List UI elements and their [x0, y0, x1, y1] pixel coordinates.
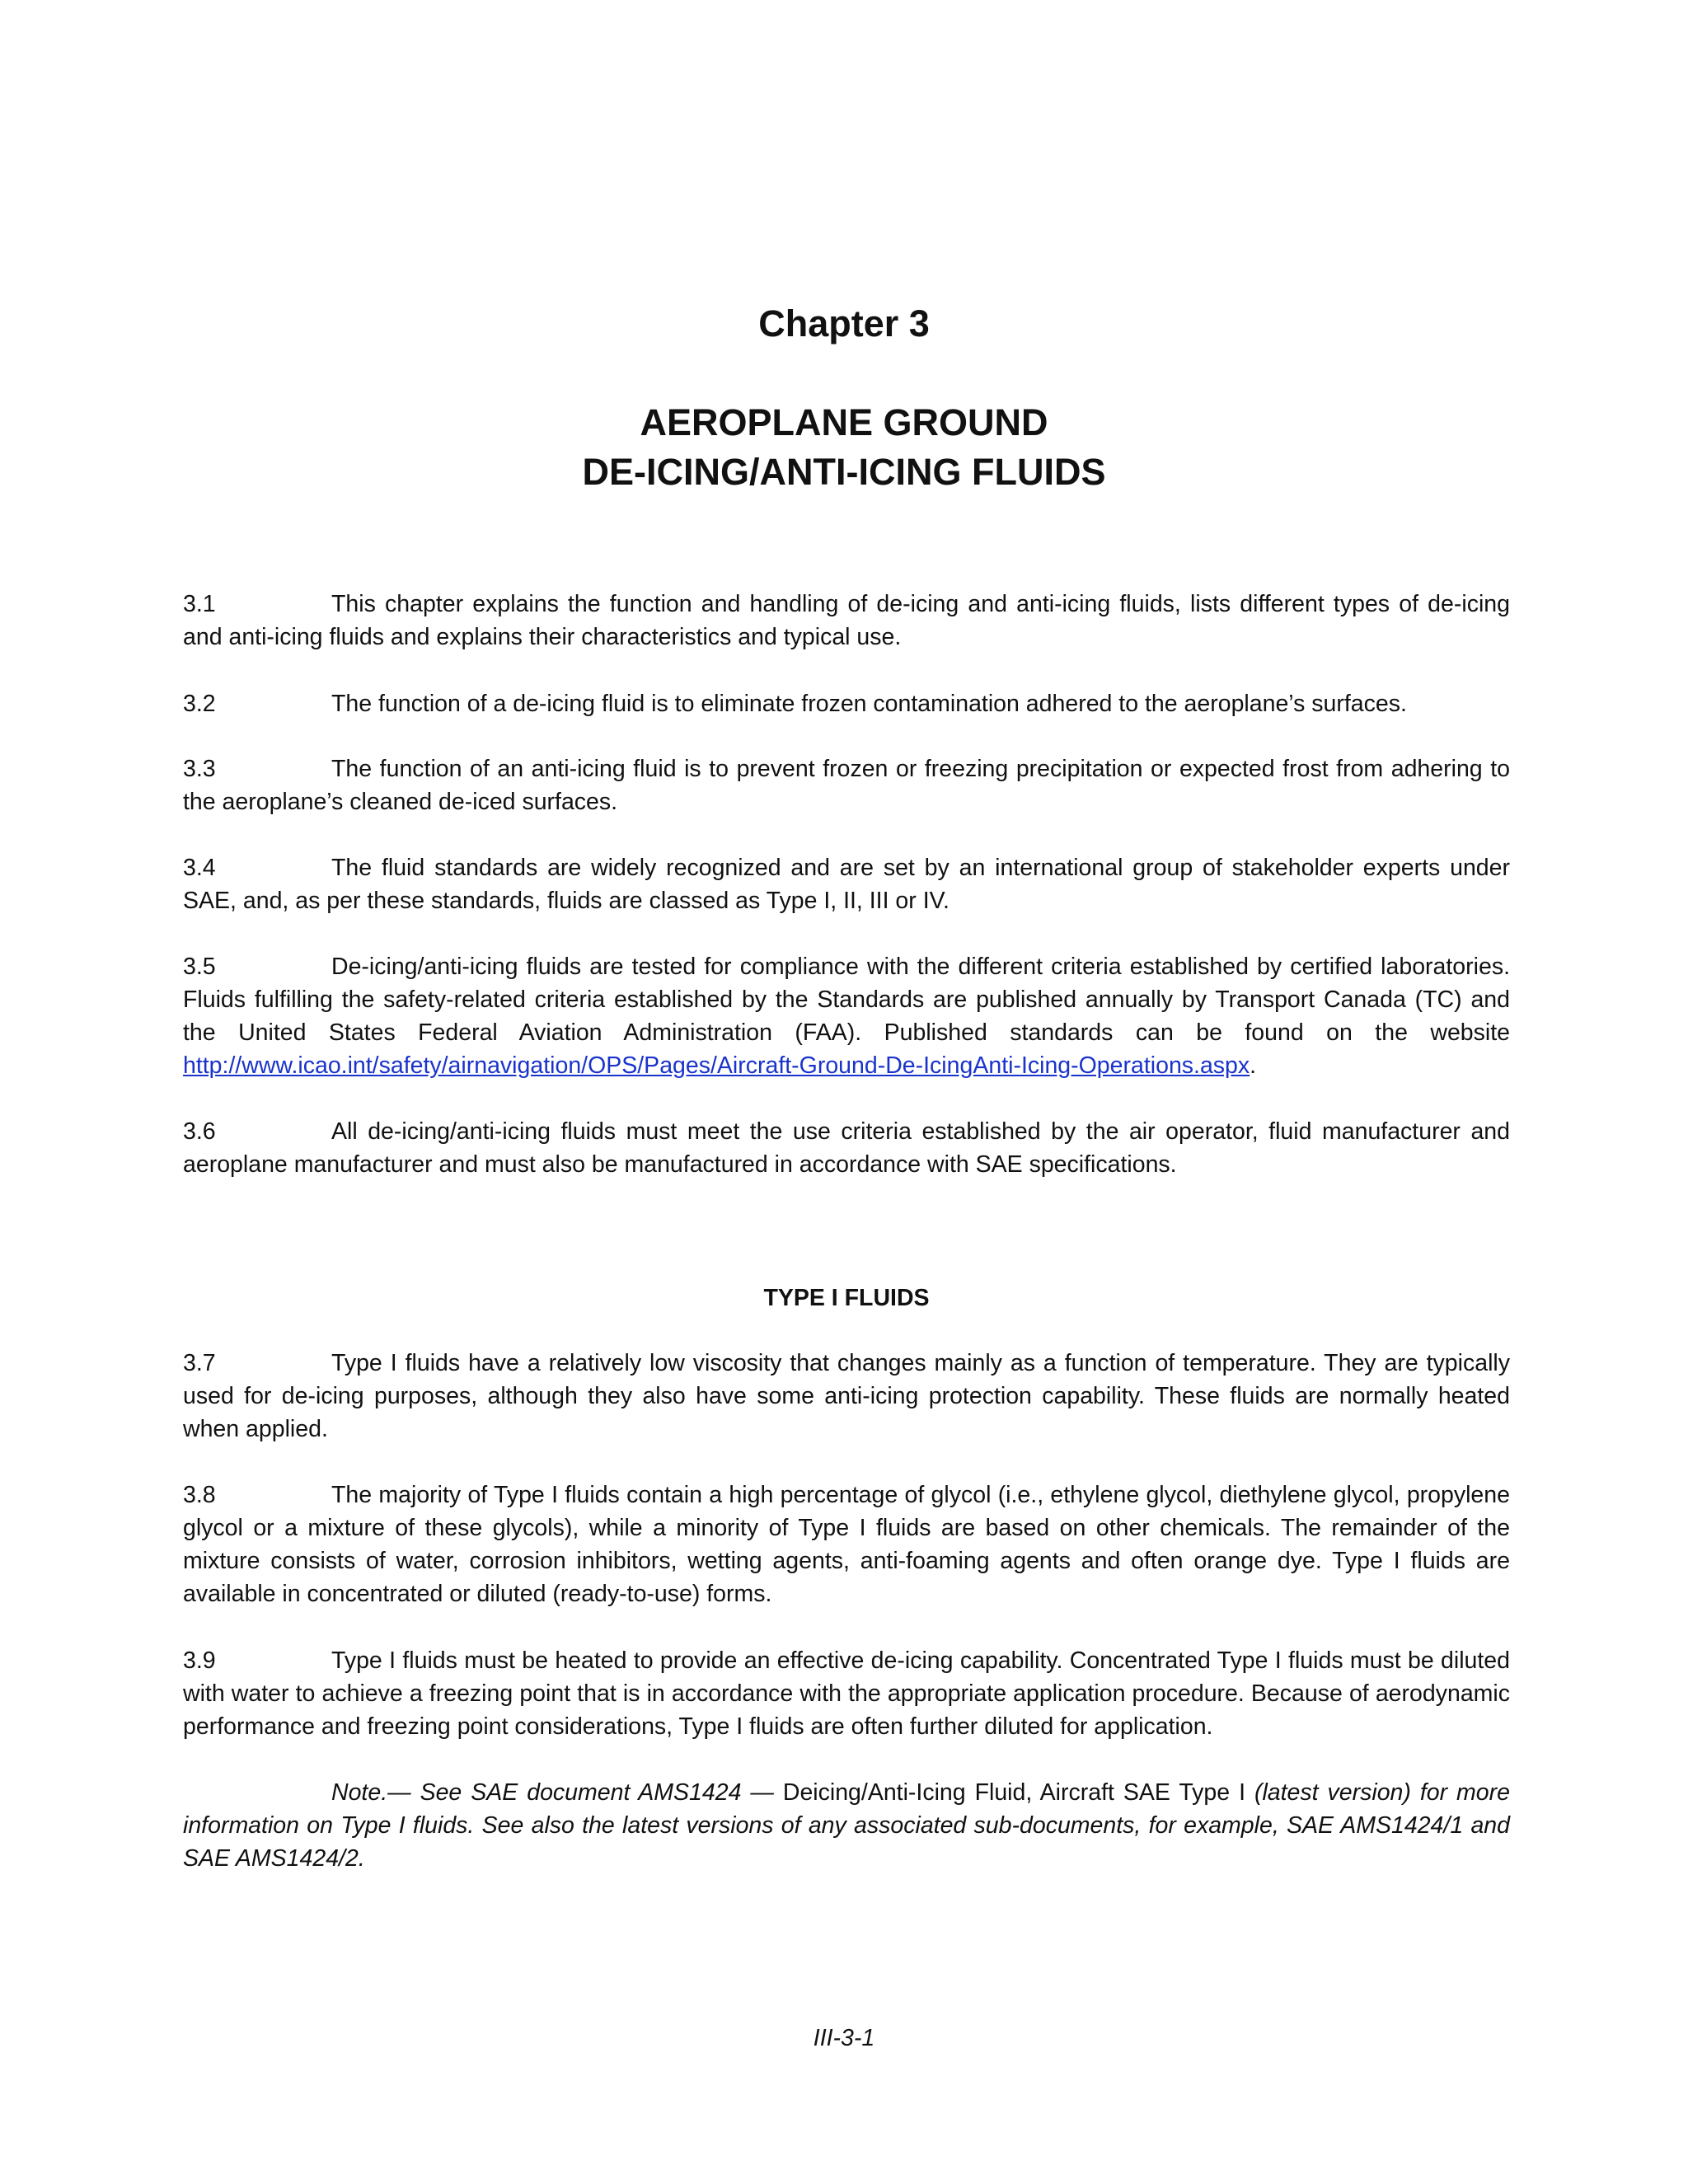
note-document-title: Deicing/Anti-Icing Fluid, Aircraft SAE Type I: [782, 1779, 1245, 1806]
note-text-part-1: Note.— See SAE document AMS1424 —: [331, 1779, 783, 1806]
paragraph-text: The function of a de-icing fluid is to eliminate frozen contamination adhered to the aeroplane’s surfaces.: [331, 691, 1407, 717]
paragraph-3-8: [183, 1479, 1510, 1610]
chapter-number: Chapter 3: [758, 302, 930, 344]
paragraph-number: 3.7: [183, 1350, 216, 1376]
paragraph-number: 3.6: [183, 1118, 216, 1145]
paragraph-text: The function of an anti-icing fluid is to prevent frozen or freezing precipitation or expected frost from adhering to the aeroplane’s cleaned de-iced surfaces.: [183, 756, 1510, 815]
paragraph-3-4: [183, 851, 1510, 917]
paragraph-3-3: [183, 752, 1510, 818]
section-heading-type-i-fluids: TYPE I FLUIDS: [763, 1285, 930, 1311]
chapter-title-line-2: DE-ICING/ANTI-ICING FLUIDS: [582, 451, 1106, 493]
paragraph-number: 3.1: [183, 591, 216, 617]
paragraph-text: Type I fluids must be heated to provide an effective de-icing capability. Concentrated Type I fluids must be diluted with water to achieve a freezing point that is in accordance with the appropriate application procedure. Because of aerodynamic performance and freezing point considerations, Type I fluids are often further diluted for application.: [183, 1647, 1510, 1740]
page-number-footer: III-3-1: [813, 2025, 875, 2051]
paragraph-text: This chapter explains the function and handling of de-icing and anti-icing fluids, lists different types of de-icing and anti-icing fluids and explains their characteristics and typical use.: [183, 591, 1510, 650]
paragraph-text-end: .: [1250, 1052, 1257, 1079]
paragraph-3-6: [183, 1115, 1510, 1181]
icao-website-link[interactable]: http://www.icao.int/safety/airnavigation/OPS/Pages/Aircraft-Ground-De-IcingAnti-Icing-Operations.aspx: [183, 1052, 1250, 1079]
paragraph-number: 3.9: [183, 1647, 216, 1674]
chapter-title-line-1: AEROPLANE GROUND: [640, 401, 1048, 443]
paragraph-3-1: [183, 588, 1510, 654]
chapter-title: [0, 398, 1688, 497]
paragraph-number: 3.3: [183, 756, 216, 782]
paragraph-text: De-icing/anti-icing fluids are tested for compliance with the different criteria established by certified laboratories. Fluids fulfilling the safety-related criteria established by the Standards are published annually by Transport Canada (TC) and the United States Federal Aviation Administration (FAA). Published standards can be found on the website: [183, 954, 1510, 1046]
paragraph-text: All de-icing/anti-icing fluids must meet the use criteria established by the air operator, fluid manufacturer and aeroplane manufacturer and must also be manufactured in accordance with SAE specifications.: [183, 1118, 1510, 1178]
paragraph-3-9: [183, 1644, 1510, 1743]
paragraph-number: 3.8: [183, 1482, 216, 1508]
paragraph-text: Type I fluids have a relatively low viscosity that changes mainly as a function of temperature. They are typically used for de-icing purposes, although they also have some anti-icing protection capability. These fluids are normally heated when applied.: [183, 1350, 1510, 1442]
paragraph-3-5: [183, 950, 1510, 1082]
paragraph-number: 3.4: [183, 855, 216, 881]
paragraph-number: 3.2: [183, 691, 216, 717]
paragraph-3-7: [183, 1347, 1510, 1446]
paragraph-text: The fluid standards are widely recognized and are set by an international group of stakeholder experts under SAE, and, as per these standards, fluids are classed as Type I, II, III or IV.: [183, 855, 1510, 914]
paragraph-text: The majority of Type I fluids contain a high percentage of glycol (i.e., ethylene glycol, diethylene glycol, propylene glycol or a mixture of these glycols), while a minority of Type I fluids are based on other chemicals. The remainder of the mixture consists of water, corrosion inhibitors, wetting agents, anti-foaming agents and often orange dye. Type I fluids are available in concentrated or diluted (ready-to-use) forms.: [183, 1482, 1510, 1607]
note-paragraph: [183, 1776, 1510, 1875]
note-text-part-2: (latest version) for more information on Type I fluids. See also the latest versions of any associated sub-documents, for example, SAE AMS1424/1 and SAE AMS1424/2.: [183, 1779, 1510, 1872]
paragraph-3-2: [183, 687, 1510, 720]
paragraph-number: 3.5: [183, 954, 216, 980]
